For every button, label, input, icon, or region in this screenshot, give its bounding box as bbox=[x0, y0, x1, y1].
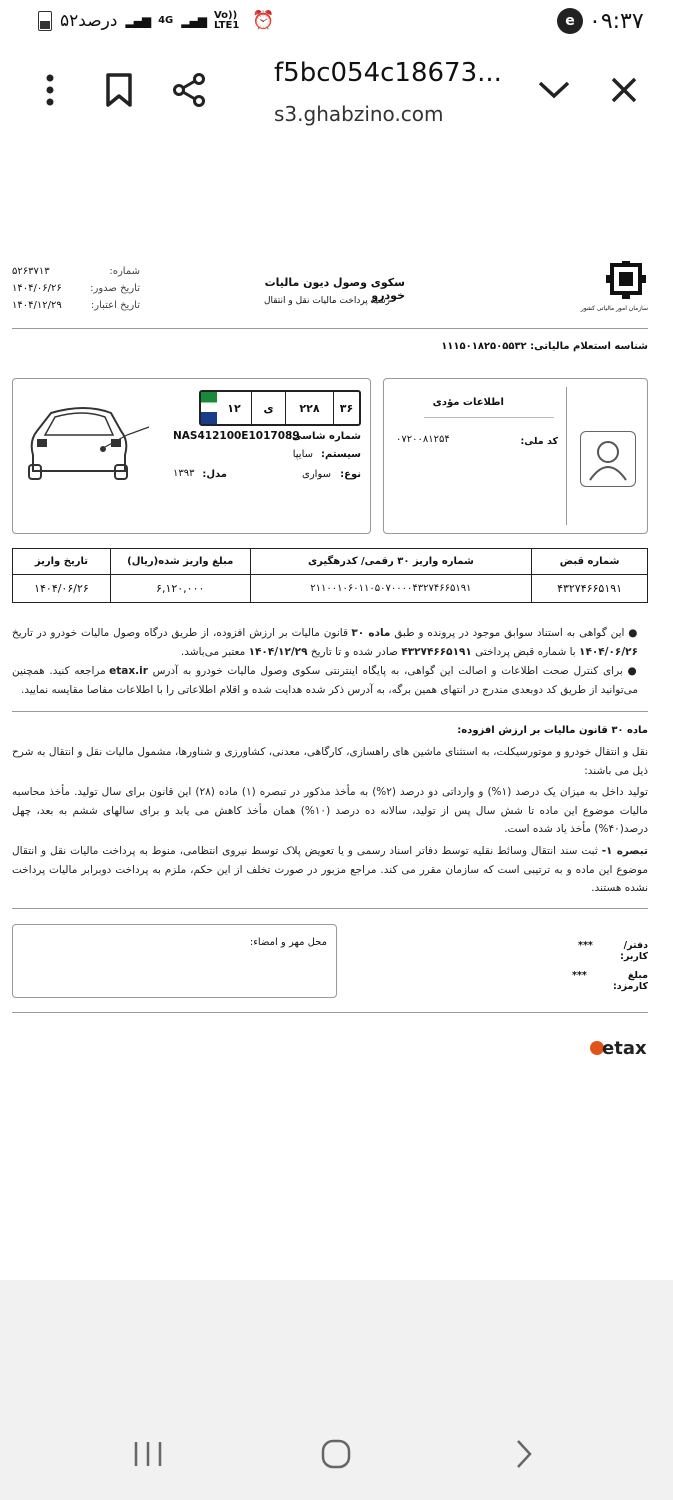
note-text: مراجعه کنید. همچنین می‌توانید از طریق کد دوبعدی مندرج در انتهای همین برگه، به آدرس ذکر شده هدایت شده و اقلام اطلاعاتی را با اطلاعات مفاصا مقایسه نمایید. bbox=[12, 665, 638, 696]
taxpayer-box bbox=[383, 378, 648, 534]
note-text: با شماره قبض پرداختی bbox=[471, 645, 580, 658]
table-cell: ۴۳۲۷۴۶۶۵۱۹۱ bbox=[532, 575, 648, 603]
fee-value: *** bbox=[572, 970, 587, 981]
national-code-label: کد ملی: bbox=[520, 436, 558, 447]
validity-date-value: ۱۴۰۴/۱۲/۲۹ bbox=[12, 300, 62, 311]
payment-table bbox=[12, 548, 648, 603]
chevron-down-icon[interactable] bbox=[532, 68, 576, 112]
receipt-title: سکوی وصول دیون مالیات خودرو bbox=[264, 276, 405, 302]
note-text: برای کنترل صحت اطلاعات و اصالت این گواهی، به پایگاه اینترنتی سکوی وصول مالیات خودرو به آدرس bbox=[147, 665, 623, 677]
law-note bbox=[12, 842, 648, 898]
office-value: *** bbox=[578, 940, 593, 951]
national-code-value: ۰۷۲۰۰۸۱۲۵۴ bbox=[396, 434, 450, 445]
alarm-icon: ⏰ bbox=[251, 10, 275, 31]
etax-link[interactable]: etax.ir bbox=[109, 665, 148, 677]
stamp-box bbox=[12, 924, 337, 998]
divider bbox=[12, 908, 648, 909]
verification-note bbox=[12, 662, 638, 699]
etax-logo bbox=[590, 1036, 650, 1060]
number-label: شماره: bbox=[109, 266, 140, 277]
table-cell: ۶,۱۲۰,۰۰۰ bbox=[110, 575, 250, 603]
model-value: ۱۳۹۳ bbox=[173, 468, 195, 479]
note-text: ۱۴۰۴/۰۶/۲۶ bbox=[579, 645, 638, 658]
signal-icon: ▂▄▆ bbox=[125, 13, 151, 28]
org-name: سازمان امور مالیاتی کشور bbox=[580, 305, 648, 312]
status-left bbox=[38, 10, 274, 31]
note-label: تبصره ۱- bbox=[601, 845, 649, 857]
browser-toolbar bbox=[0, 44, 673, 141]
iran-flag-icon bbox=[201, 392, 217, 424]
divider bbox=[12, 711, 648, 712]
status-right bbox=[557, 8, 644, 34]
chassis-value: NAS412100E1017089 bbox=[173, 430, 300, 442]
browser-app-icon: e bbox=[557, 8, 583, 34]
plate-part-3: ی bbox=[251, 392, 285, 424]
validity-date-label: تاریخ اعتبار: bbox=[90, 300, 140, 311]
tax-organization-logo bbox=[580, 261, 648, 317]
number-value: ۵۲۶۳۷۱۳ bbox=[12, 266, 50, 277]
clock: ۰۹:۳۷ bbox=[589, 8, 644, 34]
note-text: ماده ۳۰ bbox=[351, 627, 391, 639]
car-icon bbox=[25, 405, 151, 483]
plate-part-1: ۳۶ bbox=[333, 392, 359, 424]
note-text: معتبر می‌باشد. bbox=[180, 645, 249, 658]
more-menu-icon[interactable] bbox=[28, 68, 72, 112]
battery-icon bbox=[38, 11, 52, 31]
note-text: ثبت سند انتقال وسائط نقلیه توسط دفاتر اسناد رسمی و یا تعویض پلاک توسط نیروی انتظامی، منوط به پرداخت مالیات نقل و انتقال موضوع این ماده و به ترتیبی است که سازمان مقرر می کند. مراجع مزبور در صورت تخلف از این حکم، ملزم به پرداخت دوبرابر مالیات پرداخت نشده هستند. bbox=[12, 845, 648, 894]
network-type: 4G bbox=[158, 14, 174, 26]
law-paragraph-1: نقل و انتقال خودرو و موتورسیکلت، به استثنای ماشین های راهسازی، کارگاهی، معدنی، کشاورزی و شناورها، مشمول مالیات نقل و انتقال به شرح ذیل می باشند: bbox=[12, 746, 648, 777]
status-bar bbox=[0, 0, 673, 44]
table-cell: ۲۱۱۰۰۱۰۶۰۱۱۰۵۰۷۰۰۰۰۴۳۲۷۴۶۶۵۱۹۱ bbox=[250, 575, 532, 603]
receipt-subtitle: رسید پرداخت مالیات نقل و انتقال bbox=[263, 296, 390, 306]
note-text: قانون مالیات بر ارزش افزوده، از طریق درگاه وصول مالیات خودرو در تاریخ bbox=[12, 627, 352, 639]
note-text: این گواهی به استناد سوابق موجود در پرونده و طبق bbox=[390, 627, 625, 639]
note-text: صادر شده و تا تاریخ bbox=[307, 645, 402, 658]
law-paragraph-2: تولید داخل به میزان یک درصد (۱%) و وارداتی دو درصد (۲%) به مأخذ مذکور در تبصره (۱) ماده (۲۸) این قانون برای سال تولید. مأخذ محاسبه مالیات موضوع این ماده تا شش سال پس از تولید، سالانه ده درصد (۱۰%) همان مأخذ کاهش می یابد و برای سالهای ششم به بعد، چهل درصد(۴۰%) مأخذ یاد شده است. bbox=[12, 786, 648, 835]
divider bbox=[12, 1012, 648, 1013]
issue-date-value: ۱۴۰۴/۰۶/۲۶ bbox=[12, 283, 62, 294]
table-row bbox=[13, 575, 648, 603]
inquiry-id: شناسه استعلام مالیاتی: ۱۱۱۵۰۱۸۲۵۰۵۵۳۲ bbox=[441, 341, 648, 352]
divider bbox=[12, 328, 648, 329]
bullet-dot: ● bbox=[624, 627, 639, 639]
taxpayer-underline bbox=[424, 417, 554, 418]
stamp-label: محل مهر و امضاء: bbox=[249, 937, 327, 948]
volte-label: Vo)) LTE1 bbox=[213, 9, 240, 31]
user-avatar-icon bbox=[580, 431, 636, 487]
fee-label: مبلغ کارمزد: bbox=[612, 970, 648, 992]
taxpayer-title: اطلاعات مؤدی bbox=[432, 397, 504, 408]
signal-icon-2: ▂▄▆ bbox=[181, 13, 206, 28]
table-header: تاریخ واریز bbox=[13, 549, 111, 575]
table-header: مبلغ واریز شده(ریال) bbox=[110, 549, 250, 575]
back-icon[interactable] bbox=[512, 1439, 536, 1469]
bullet-dot: ● bbox=[622, 665, 638, 677]
table-header: شماره واریز ۳۰ رقمی/ کدرهگیری bbox=[250, 549, 532, 575]
office-label: دفتر/ کاربر: bbox=[620, 940, 648, 962]
table-cell: ۱۴۰۴/۰۶/۲۶ bbox=[13, 575, 111, 603]
recent-apps-icon[interactable] bbox=[131, 1440, 165, 1468]
bookmark-icon[interactable] bbox=[97, 68, 141, 112]
type-value: سواری bbox=[302, 469, 331, 480]
battery-text: ۵۲درصد bbox=[60, 10, 118, 31]
model-label: مدل: bbox=[202, 469, 227, 480]
note-text: ۴۳۲۷۴۶۶۵۱۹۱ bbox=[401, 645, 472, 658]
license-plate bbox=[199, 390, 361, 426]
validity-note bbox=[12, 624, 638, 661]
system-value: سایپا bbox=[292, 449, 313, 460]
issue-date-label: تاریخ صدور: bbox=[90, 283, 140, 294]
plate-part-2: ۲۲۸ bbox=[285, 392, 333, 424]
law-title: ماده ۳۰ قانون مالیات بر ارزش افزوده: bbox=[457, 725, 648, 736]
table-header-row bbox=[13, 549, 648, 575]
home-icon[interactable] bbox=[321, 1439, 351, 1469]
system-label: سیستم: bbox=[320, 449, 361, 460]
etax-logo-text: etax bbox=[602, 1037, 647, 1059]
page-url[interactable]: s3.ghabzino.com bbox=[274, 102, 444, 126]
receipt-document bbox=[0, 140, 673, 1280]
system-nav-bar bbox=[0, 1404, 673, 1500]
close-icon[interactable] bbox=[602, 68, 646, 112]
taxpayer-divider bbox=[566, 387, 567, 525]
share-icon[interactable] bbox=[167, 68, 211, 112]
vehicle-box bbox=[12, 378, 371, 534]
note-text: ۱۴۰۴/۱۲/۲۹ bbox=[248, 645, 308, 658]
plate-part-4: ۱۲ bbox=[227, 401, 241, 415]
table-header: شماره قبض bbox=[532, 549, 648, 575]
chassis-label: شماره شاسی: bbox=[288, 431, 361, 442]
type-label: نوع: bbox=[340, 469, 361, 480]
page-title: f5bc054c18673... bbox=[274, 58, 502, 88]
